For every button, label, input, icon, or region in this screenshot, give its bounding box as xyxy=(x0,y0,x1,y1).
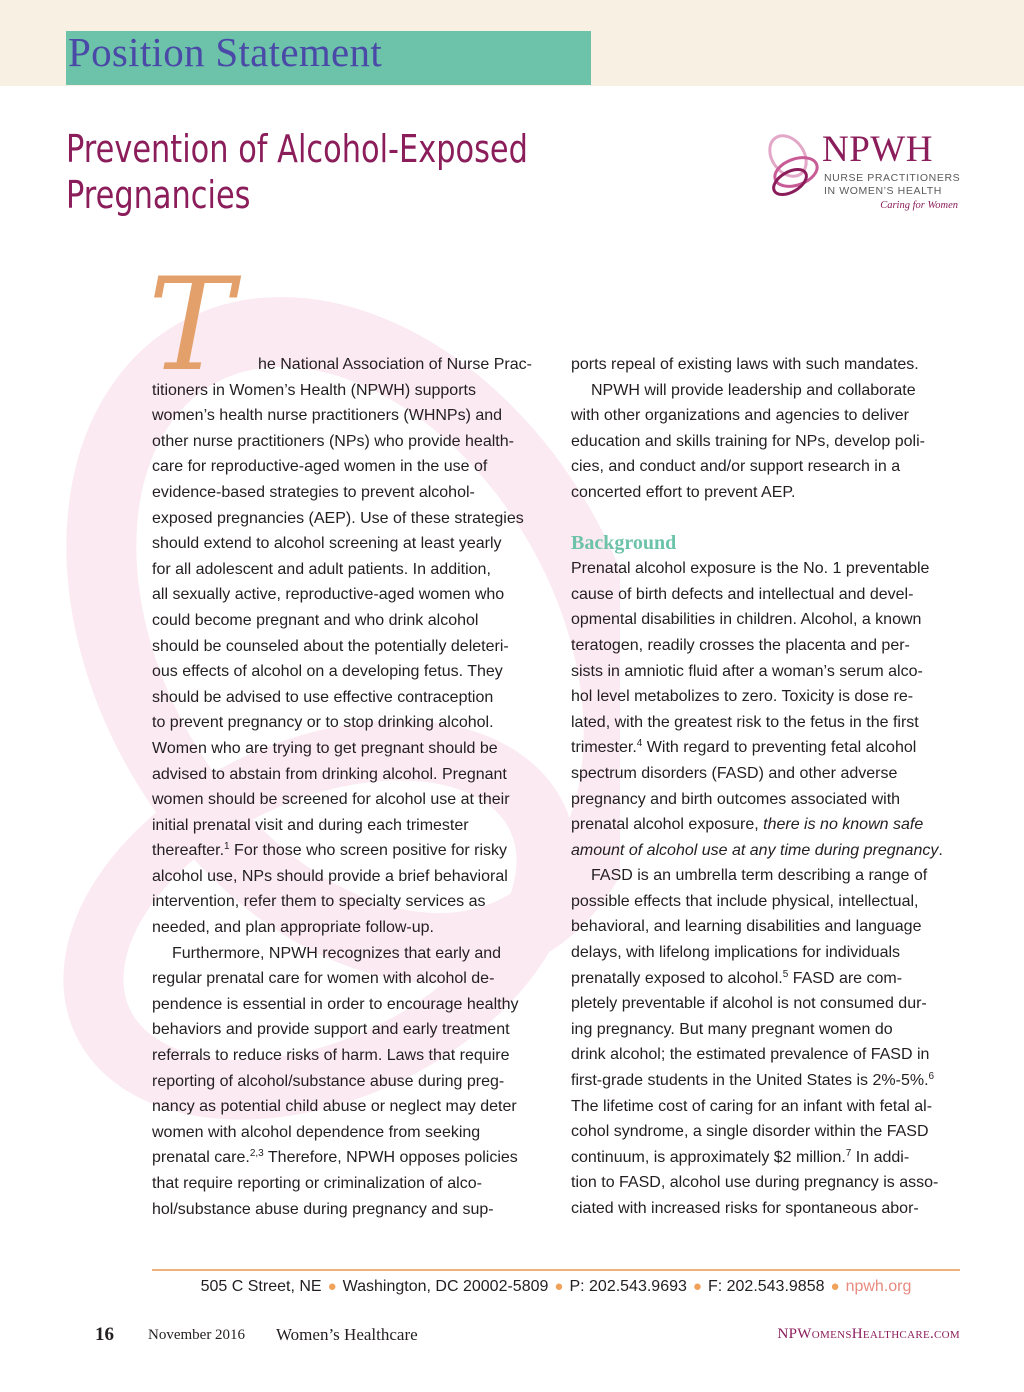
page-number: 16 xyxy=(95,1324,114,1345)
text-fragment: first-grade students in the United States is 2%-5%. xyxy=(571,1072,929,1090)
text-line: with other organizations and agencies to deliver xyxy=(571,407,909,425)
text-line: intervention, refer them to specialty services as xyxy=(152,893,486,911)
text-fragment: prenatal alcohol exposure, xyxy=(571,816,764,834)
text-line: exposed pregnancies (AEP). Use of these strategies xyxy=(152,509,524,527)
text-line: opmental disabilities in children. Alcohol, a known xyxy=(571,611,922,629)
footer-fax: F: 202.543.9858 xyxy=(707,1278,825,1295)
text-line: regular prenatal care for women with alcohol de- xyxy=(152,970,495,988)
text-fragment: Therefore, NPWH opposes policies xyxy=(263,1149,518,1167)
text-line: ous effects of alcohol on a developing fetus. They xyxy=(152,663,503,681)
text-fragment: continuum, is approximately $2 million. xyxy=(571,1148,846,1166)
text-line: behaviors and provide support and early treatment xyxy=(152,1021,510,1039)
text-line xyxy=(571,812,971,838)
contact-line xyxy=(152,1276,960,1298)
text-line: pregnancy and birth outcomes associated with xyxy=(571,790,901,808)
text-fragment: With regard to preventing fetal alcohol xyxy=(642,739,917,757)
text-line xyxy=(571,1145,971,1171)
text-line: to prevent pregnancy or to stop drinking alcohol. xyxy=(152,714,494,732)
text-line xyxy=(571,966,971,992)
reference-mark: 5 xyxy=(782,968,789,980)
text-line: cause of birth defects and intellectual and devel- xyxy=(571,585,914,603)
text-line: all sexually active, reproductive-aged women who xyxy=(152,586,505,604)
text-line: women’s health nurse practitioners (WHNPs) and xyxy=(152,407,503,425)
text-line: pletely preventable if alcohol is not consumed dur- xyxy=(571,995,927,1013)
footer-divider xyxy=(152,1269,960,1271)
right-column xyxy=(571,352,971,1222)
text-line: women should be screened for alcohol use at their xyxy=(152,791,510,809)
text-fragment: trimester. xyxy=(571,739,637,757)
text-line: should extend to alcohol screening at least yearly xyxy=(152,535,502,553)
bullet-dot-icon: ● xyxy=(830,1278,840,1295)
logo-swirl-icon xyxy=(766,128,830,204)
footer-city: Washington, DC 20002-5809 xyxy=(342,1278,549,1295)
text-line: reporting of alcohol/substance abuse during preg- xyxy=(152,1072,505,1090)
reference-mark: 4 xyxy=(636,738,643,750)
text-line: care for reproductive-aged women in the use of xyxy=(152,458,488,476)
text-line: FASD is an umbrella term describing a range of xyxy=(591,867,928,885)
reference-mark: 7 xyxy=(845,1147,852,1159)
text-line: he National Association of Nurse Prac- xyxy=(258,356,532,373)
text-fragment: . xyxy=(938,841,943,859)
text-line: delays, with lifelong implications for individuals xyxy=(571,944,901,962)
npwh-logo xyxy=(766,128,966,218)
title-line-1: Prevention of Alcohol-Exposed xyxy=(66,127,528,171)
text-line: other nurse practitioners (NPs) who provide health- xyxy=(152,432,514,450)
reference-mark: 2,3 xyxy=(249,1148,264,1160)
text-line: evidence-based strategies to prevent alcohol- xyxy=(152,483,475,501)
text-line: NPWH will provide leadership and collaborate xyxy=(591,381,916,399)
text-fragment: prenatal care. xyxy=(152,1149,250,1167)
drop-cap: T xyxy=(148,251,234,400)
footer-web-link[interactable]: npwh.org xyxy=(845,1278,912,1295)
bullet-dot-icon: ● xyxy=(692,1278,702,1295)
text-line: could become pregnant and who drink alcohol xyxy=(152,611,479,629)
text-line: ciated with increased risks for spontaneous abor- xyxy=(571,1200,919,1217)
text-line: The lifetime cost of caring for an infant with fetal al- xyxy=(571,1097,933,1115)
logo-subtitle-1: NURSE PRACTITIONERS xyxy=(824,172,961,184)
text-line: alcohol use, NPs should provide a brief behavioral xyxy=(152,867,508,885)
text-line: pendence is essential in order to encourage healthy xyxy=(152,995,519,1013)
text-line: hol/substance abuse during pregnancy and sup- xyxy=(152,1200,494,1218)
text-line: cohol syndrome, a single disorder within the FASD xyxy=(571,1123,929,1141)
text-line: drink alcohol; the estimated prevalence of FASD in xyxy=(571,1046,930,1064)
text-line: possible effects that include physical, intellectual, xyxy=(571,892,919,910)
text-line: ing pregnancy. But many pregnant women do xyxy=(571,1020,893,1038)
bullet-dot-icon: ● xyxy=(327,1278,337,1295)
text-line: titioners in Women’s Health (NPWH) supports xyxy=(152,381,476,399)
page-title xyxy=(66,126,528,218)
text-line: should be advised to use effective contraception xyxy=(152,688,494,706)
text-line: nancy as potential child abuse or neglect may deter xyxy=(152,1098,517,1116)
text-fragment: thereafter. xyxy=(152,842,225,860)
text-line: hol level metabolizes to zero. Toxicity is dose re- xyxy=(571,688,914,706)
section-label: Position Statement xyxy=(68,29,383,75)
logo-name: NPWH xyxy=(822,129,933,170)
text-line: referrals to reduce risks of harm. Laws that require xyxy=(152,1047,510,1065)
text-line: women with alcohol dependence from seeking xyxy=(152,1123,481,1141)
text-line: Women who are trying to get pregnant should be xyxy=(152,739,498,757)
issue-date: November 2016 xyxy=(148,1327,246,1343)
text-line xyxy=(571,1068,971,1094)
text-fragment: For those who screen positive for risky xyxy=(229,842,508,860)
emphasis-text: there is no known safe xyxy=(763,816,924,834)
site-link[interactable]: NPWomensHealthcare.com xyxy=(777,1326,960,1342)
logo-subtitle-2: IN WOMEN’S HEALTH xyxy=(824,185,942,197)
text-fragment: In addi- xyxy=(851,1148,910,1166)
text-line: ports repeal of existing laws with such mandates. xyxy=(571,356,919,373)
reference-mark: 1 xyxy=(224,841,230,853)
text-fragment: FASD are com- xyxy=(788,969,903,987)
text-line: Prenatal alcohol exposure is the No. 1 preventable xyxy=(571,560,930,578)
background-heading: Background xyxy=(571,531,677,554)
footer-phone: P: 202.543.9693 xyxy=(569,1278,687,1295)
logo-tagline: Caring for Women xyxy=(880,200,958,211)
text-line: advised to abstain from drinking alcohol. Pregnant xyxy=(152,765,507,783)
text-line: lated, with the greatest risk to the fetus in the first xyxy=(571,713,919,731)
text-line: for all adolescent and adult patients. In addition, xyxy=(152,560,491,578)
bullet-dot-icon: ● xyxy=(554,1278,564,1295)
text-line: Furthermore, NPWH recognizes that early and xyxy=(172,944,502,962)
text-line: needed, and plan appropriate follow-up. xyxy=(152,919,434,937)
footer-street: 505 C Street, NE xyxy=(200,1278,322,1295)
text-line: should be counseled about the potentially deleteri- xyxy=(152,637,509,655)
text-line: concerted effort to prevent AEP. xyxy=(571,483,796,501)
text-line: behavioral, and learning disabilities and language xyxy=(571,918,922,936)
text-line: sists in amniotic fluid after a woman’s serum alco- xyxy=(571,662,923,680)
text-line xyxy=(571,735,971,761)
text-line: initial prenatal visit and during each trimester xyxy=(152,816,469,834)
text-line xyxy=(571,838,971,864)
text-line: teratogen, readily crosses the placenta and per- xyxy=(571,636,910,654)
publication-name: Women’s Healthcare xyxy=(276,1325,418,1344)
text-line xyxy=(152,838,552,864)
left-column xyxy=(152,352,552,1222)
reference-mark: 6 xyxy=(928,1071,935,1083)
title-line-2: Pregnancies xyxy=(66,173,251,217)
emphasis-text: amount of alcohol use at any time during pregnancy xyxy=(571,841,939,859)
text-line: tion to FASD, alcohol use during pregnancy is asso- xyxy=(571,1174,939,1192)
text-line: cies, and conduct and/or support research in a xyxy=(571,458,901,476)
text-line: education and skills training for NPs, develop poli- xyxy=(571,432,925,450)
text-line: spectrum disorders (FASD) and other adverse xyxy=(571,764,898,782)
text-line xyxy=(152,1145,552,1171)
text-line: that require reporting or criminalization of alco- xyxy=(152,1175,482,1192)
text-fragment: prenatally exposed to alcohol. xyxy=(571,969,783,987)
